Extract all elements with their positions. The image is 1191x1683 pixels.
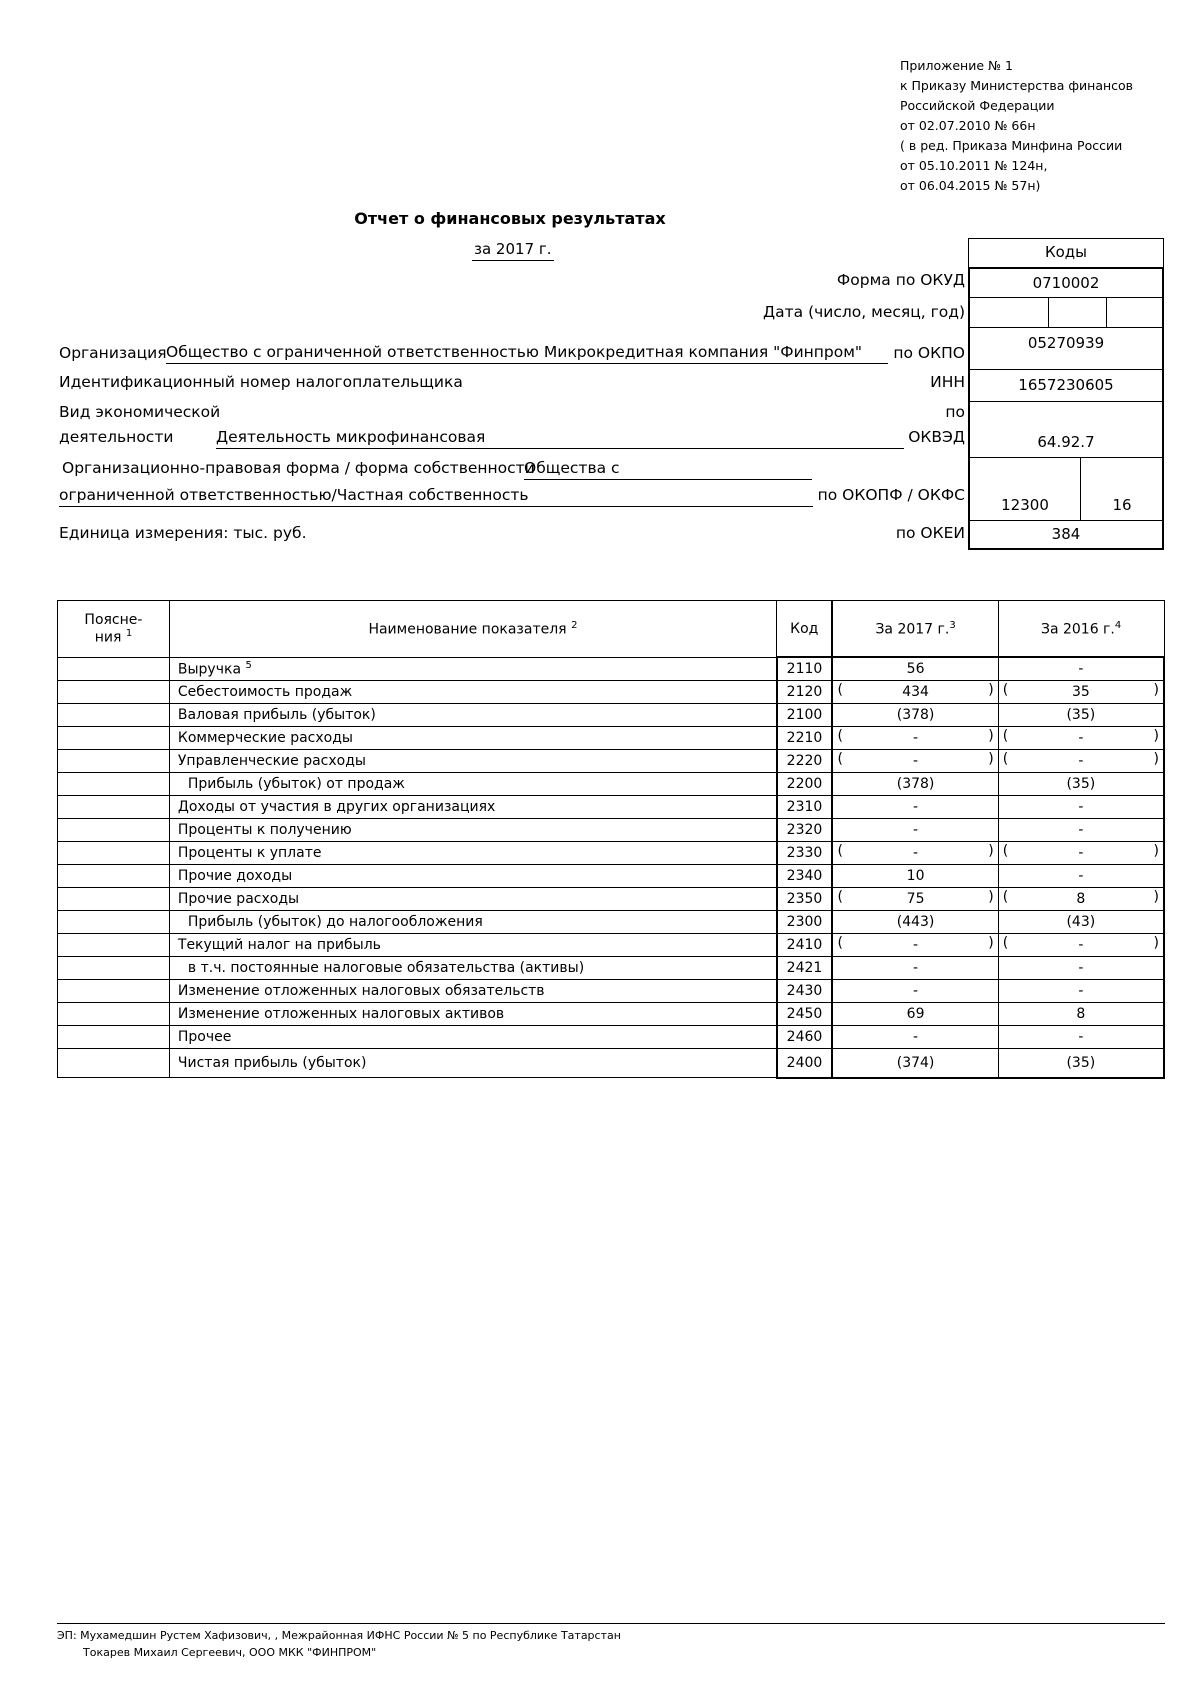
okopf-code: 12300	[1001, 496, 1049, 514]
row-note	[58, 1026, 170, 1049]
row-code: 2340	[777, 865, 833, 888]
appendix-note	[900, 56, 1133, 196]
row-code: 2410	[777, 934, 833, 957]
date-divider	[1106, 298, 1107, 327]
row-value-2017: 56	[832, 657, 998, 681]
row-code: 2460	[777, 1026, 833, 1049]
footer-divider	[57, 1623, 1165, 1624]
report-period: за 2017 г.	[472, 240, 554, 261]
row-value-2017: (378)	[832, 704, 998, 727]
date-divider	[1048, 298, 1049, 327]
row-code: 2310	[777, 796, 833, 819]
row-value-2017: -	[832, 819, 998, 842]
row-value-2017: -	[832, 1026, 998, 1049]
table-row	[58, 888, 1165, 911]
row-note	[58, 1049, 170, 1078]
row-name: Коммерческие расходы	[169, 727, 776, 750]
okved-code: 64.92.7	[968, 401, 1164, 457]
row-value-2017: (378)	[832, 773, 998, 796]
table-row	[58, 980, 1165, 1003]
table-row	[58, 1003, 1165, 1026]
row-name: Прочее	[169, 1026, 776, 1049]
header-year-2016: За 2016 г.$^4$	[998, 601, 1164, 658]
okopf-okfs-cells	[968, 457, 1164, 520]
row-value-2016: (43)	[998, 911, 1164, 934]
row-note	[58, 796, 170, 819]
okopf-divider	[1080, 458, 1081, 521]
row-value-2017: 10	[832, 865, 998, 888]
table-row	[58, 681, 1165, 704]
row-value-2017: - ( )	[832, 934, 998, 957]
row-value-2016: -	[998, 796, 1164, 819]
date-cells	[968, 297, 1164, 327]
row-code: 2220	[777, 750, 833, 773]
row-value-2016: (35)	[998, 773, 1164, 796]
row-value-2016: 35 ( )	[998, 681, 1164, 704]
table-row	[58, 957, 1165, 980]
row-code: 2330	[777, 842, 833, 865]
appendix-line: от 02.07.2010 № 66н	[900, 118, 1036, 133]
row-name: в т.ч. постоянные налоговые обязательства (активы)	[169, 957, 776, 980]
row-name: Выручка $^5$	[169, 657, 776, 681]
okpo-code: 05270939	[968, 327, 1164, 369]
row-name: Управленческие расходы	[169, 750, 776, 773]
row-value-2017: (374)	[832, 1049, 998, 1078]
row-value-2016: -	[998, 980, 1164, 1003]
inn-code: 1657230605	[968, 369, 1164, 401]
row-value-2016: - ( )	[998, 750, 1164, 773]
footer-line-1: ЭП: Мухамедшин Рустем Хафизович, , Межрайонная ИФНС России № 5 по Республике Татарстан	[57, 1629, 621, 1642]
row-value-2016: - ( )	[998, 842, 1164, 865]
row-value-2017: 75 ( )	[832, 888, 998, 911]
table-row	[58, 911, 1165, 934]
activity-label-1: Вид экономической	[59, 403, 221, 421]
row-value-2016: (35)	[998, 704, 1164, 727]
signature-footer	[57, 1627, 621, 1661]
table-row	[58, 842, 1165, 865]
okpo-label: по ОКПО	[893, 344, 965, 362]
row-value-2016: - ( )	[998, 934, 1164, 957]
okud-label: Форма по ОКУД	[836, 271, 965, 289]
table-row	[58, 1026, 1165, 1049]
table-row	[58, 750, 1165, 773]
row-note	[58, 819, 170, 842]
table-row	[58, 773, 1165, 796]
row-code: 2120	[777, 681, 833, 704]
row-code: 2100	[777, 704, 833, 727]
row-value-2016: 8 ( )	[998, 888, 1164, 911]
header-code: Код	[777, 601, 833, 658]
row-note	[58, 727, 170, 750]
row-note	[58, 704, 170, 727]
okei-code: 384	[968, 520, 1164, 550]
okei-label: по ОКЕИ	[895, 524, 965, 542]
header-year-2017: За 2017 г.$^3$	[832, 601, 998, 658]
row-value-2016: -	[998, 657, 1164, 681]
row-code: 2210	[777, 727, 833, 750]
row-note	[58, 888, 170, 911]
okfs-code: 16	[1112, 496, 1132, 514]
row-note	[58, 980, 170, 1003]
table-header-row	[58, 601, 1165, 658]
row-value-2017: -	[832, 796, 998, 819]
inn-full-label: Идентификационный номер налогоплательщика	[59, 373, 463, 391]
table-row	[58, 727, 1165, 750]
table-row	[58, 796, 1165, 819]
appendix-line: к Приказу Министерства финансов	[900, 78, 1134, 93]
row-value-2016: -	[998, 957, 1164, 980]
inn-label: ИНН	[930, 373, 965, 391]
row-value-2016: 8	[998, 1003, 1164, 1026]
row-note	[58, 842, 170, 865]
row-note	[58, 750, 170, 773]
row-name: Прочие расходы	[169, 888, 776, 911]
row-note	[58, 957, 170, 980]
row-name: Себестоимость продаж	[169, 681, 776, 704]
row-code: 2200	[777, 773, 833, 796]
row-value-2017: - ( )	[832, 842, 998, 865]
appendix-line: от 06.04.2015 № 57н)	[900, 178, 1041, 193]
row-value-2017: -	[832, 957, 998, 980]
org-label: Организация	[59, 344, 167, 362]
row-value-2017: - ( )	[832, 727, 998, 750]
row-name: Текущий налог на прибыль	[169, 934, 776, 957]
table-row	[58, 1049, 1165, 1078]
form-label: Организационно-правовая форма / форма собственности	[62, 459, 535, 477]
okud-code: 0710002	[968, 267, 1164, 297]
appendix-line: Приложение № 1	[900, 58, 1013, 73]
date-label: Дата (число, месяц, год)	[763, 303, 965, 321]
row-name: Проценты к получению	[169, 819, 776, 842]
org-name: Общество с ограниченной ответственностью Микрокредитная компания "Финпром"	[166, 343, 888, 364]
row-value-2017: (443)	[832, 911, 998, 934]
row-name: Доходы от участия в других организациях	[169, 796, 776, 819]
row-value-2017: 434 ( )	[832, 681, 998, 704]
header-note: Поясне- ния $^1$	[58, 601, 170, 658]
row-value-2016: -	[998, 819, 1164, 842]
row-name: Изменение отложенных налоговых активов	[169, 1003, 776, 1026]
row-code: 2300	[777, 911, 833, 934]
row-name: Прибыль (убыток) от продаж	[169, 773, 776, 796]
row-note	[58, 934, 170, 957]
okved-label-1: по	[945, 403, 965, 421]
footer-line-2: Токарев Михаил Сергеевич, ООО МКК "ФИНПРОМ"	[83, 1646, 377, 1659]
row-note	[58, 1003, 170, 1026]
okved-label-2: ОКВЭД	[908, 428, 965, 446]
appendix-line: Российской Федерации	[900, 98, 1055, 113]
row-name: Прибыль (убыток) до налогообложения	[169, 911, 776, 934]
row-value-2016: - ( )	[998, 727, 1164, 750]
row-note	[58, 911, 170, 934]
row-code: 2400	[777, 1049, 833, 1078]
appendix-line: от 05.10.2011 № 124н,	[900, 158, 1048, 173]
row-value-2016: (35)	[998, 1049, 1164, 1078]
financial-results-table	[57, 600, 1165, 1079]
row-name: Чистая прибыль (убыток)	[169, 1049, 776, 1078]
codes-header: Коды	[968, 238, 1164, 267]
row-code: 2421	[777, 957, 833, 980]
form-value-2: ограниченной ответственностью/Частная собственность	[59, 486, 813, 507]
unit-label: Единица измерения: тыс. руб.	[59, 524, 307, 542]
row-name: Изменение отложенных налоговых обязательств	[169, 980, 776, 1003]
row-code: 2430	[777, 980, 833, 1003]
row-value-2016: -	[998, 865, 1164, 888]
row-value-2017: - ( )	[832, 750, 998, 773]
activity-value: Деятельность микрофинансовая	[216, 428, 904, 449]
activity-label-2: деятельности	[59, 428, 174, 446]
row-name: Проценты к уплате	[169, 842, 776, 865]
table-row	[58, 657, 1165, 681]
table-row	[58, 819, 1165, 842]
row-note	[58, 773, 170, 796]
form-value-1: Общества с	[524, 459, 812, 480]
report-title: Отчет о финансовых результатах	[354, 209, 666, 228]
row-name: Прочие доходы	[169, 865, 776, 888]
row-value-2017: 69	[832, 1003, 998, 1026]
row-note	[58, 681, 170, 704]
row-value-2016: -	[998, 1026, 1164, 1049]
row-code: 2350	[777, 888, 833, 911]
row-note	[58, 657, 170, 681]
table-row	[58, 865, 1165, 888]
row-code: 2110	[777, 657, 833, 681]
table-row	[58, 704, 1165, 727]
row-code: 2450	[777, 1003, 833, 1026]
header-name: Наименование показателя $^2$	[169, 601, 776, 658]
appendix-line: ( в ред. Приказа Минфина России	[900, 138, 1123, 153]
row-name: Валовая прибыль (убыток)	[169, 704, 776, 727]
table-row	[58, 934, 1165, 957]
okopf-label: по ОКОПФ / ОКФС	[817, 486, 965, 504]
row-note	[58, 865, 170, 888]
row-code: 2320	[777, 819, 833, 842]
row-value-2017: -	[832, 980, 998, 1003]
